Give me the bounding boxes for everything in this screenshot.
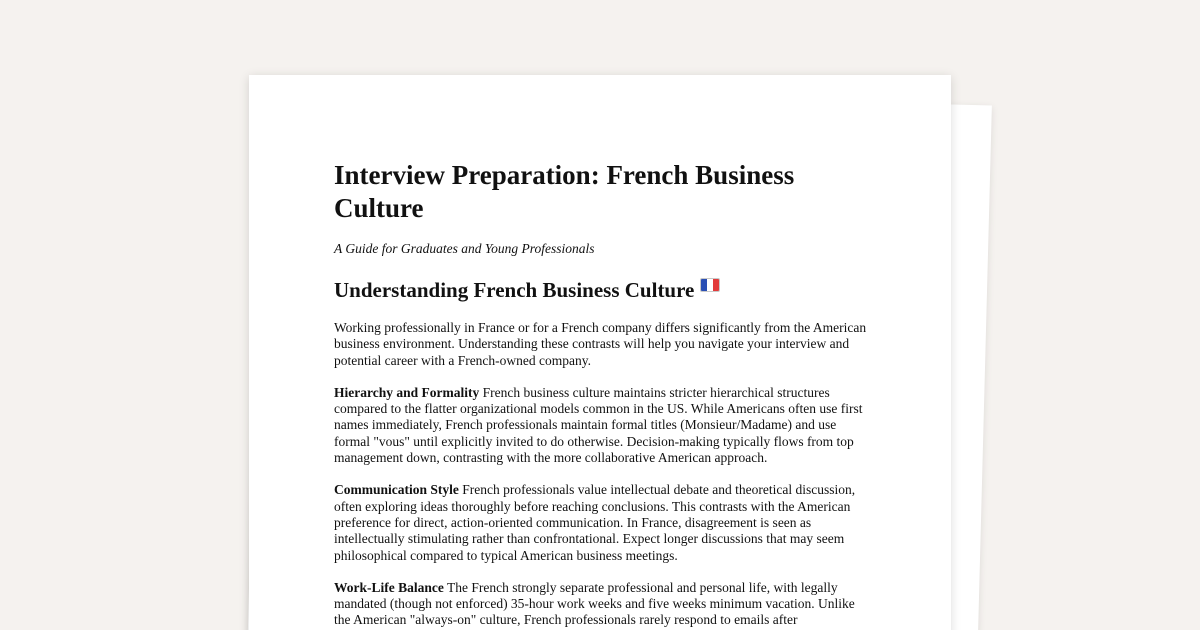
document-subtitle: A Guide for Graduates and Young Professionals bbox=[334, 241, 595, 256]
document-body bbox=[334, 159, 868, 629]
paragraph-lead: Hierarchy and Formality bbox=[334, 384, 480, 400]
paragraph-hierarchy bbox=[334, 385, 868, 466]
paragraph-lead: Work-Life Balance bbox=[334, 579, 444, 595]
paragraph-text: French business culture maintains stricter hierarchical structures compared to the flatter organizational models common in the US. While Americans often use first names immediately, French professionals maintain formal titles (Monsieur/Madame) and use formal "vous" until explicitly invited to do otherwise. Decision-making typically flows from top management down, contrasting with the more collaborative American approach. bbox=[334, 384, 863, 466]
paragraph-lead: Communication Style bbox=[334, 482, 459, 498]
section-heading bbox=[334, 276, 868, 304]
document-title: Interview Preparation: French Business Culture bbox=[334, 160, 795, 223]
section-heading-text: Understanding French Business Culture bbox=[334, 278, 695, 302]
intro-paragraph: Working professionally in France or for a French company differs significantly from the American business environment. Understanding these contrasts will help you navigate your interview and potential career with a French-owned company. bbox=[334, 320, 867, 368]
paragraph-work-life bbox=[334, 580, 868, 629]
paragraph-text: The French strongly separate professional and personal life, with legally mandated (though not enforced) 35-hour work weeks and five weeks minimum vacation. Unlike the American "always-on" culture, French professionals rarely respond to emails after bbox=[334, 579, 855, 628]
french-flag-icon bbox=[700, 278, 720, 292]
paragraph-text: French professionals value intellectual debate and theoretical discussion, often exploring ideas thoroughly before reaching conclusions. This contrasts with the American preference for direct, action-oriented communication. In France, disagreement is seen as intellectually stimulating rather than confrontational. Expect longer discussions that may seem philosophical compared to typical American business meetings. bbox=[334, 482, 856, 563]
front-page-sheet bbox=[249, 75, 951, 630]
paragraph-communication bbox=[334, 482, 868, 563]
